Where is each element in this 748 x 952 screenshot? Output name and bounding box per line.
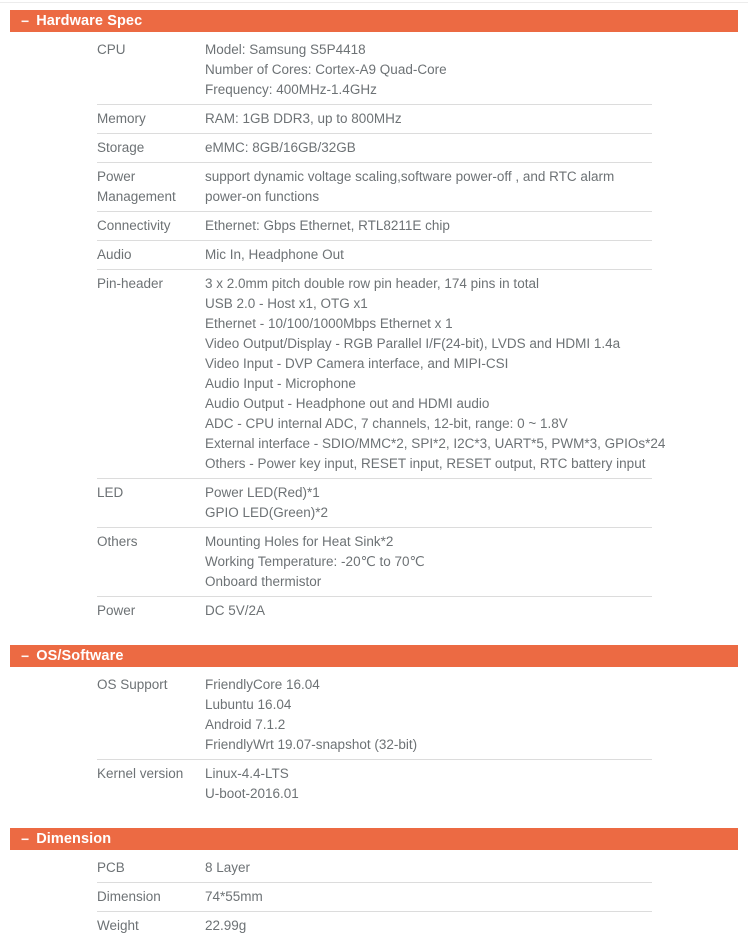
spec-value-line: FriendlyCore 16.04 [205,677,320,692]
spec-row-label: Power Management [97,169,176,204]
section-title-hardware-spec: Hardware Spec [36,13,143,29]
spec-row-label: Audio [97,247,132,262]
page-top-divider [0,2,748,3]
section-title-os-software: OS/Software [36,648,124,664]
section-hardware-spec [0,10,748,625]
spec-row [97,528,652,597]
section-header-hardware-spec[interactable] [10,10,738,32]
spec-value-line: Audio Output - Headphone out and HDMI audio [205,396,490,411]
spec-row [97,163,652,212]
spec-row-label: PCB [97,860,125,875]
spec-row-value [205,109,652,129]
spec-value-line: Lubuntu 16.04 [205,697,292,712]
spec-value-line: Frequency: 400MHz-1.4GHz [205,82,377,97]
spec-value-line: RAM: 1GB DDR3, up to 800MHz [205,111,402,126]
spec-value-line: Video Output/Display - RGB Parallel I/F(24-bit), LVDS and HDMI 1.4a [205,336,621,351]
spec-value-line: Video Input - DVP Camera interface, and MIPI-CSI [205,356,509,371]
spec-row [97,883,652,912]
spec-table-hardware [97,36,666,625]
spec-value-line: Working Temperature: -20℃ to 70℃ [205,554,425,569]
section-os-software [0,645,748,808]
spec-row-label: CPU [97,42,126,57]
spec-value-line: ADC - CPU internal ADC, 7 channels, 12-bit, range: 0 ~ 1.8V [205,416,568,431]
spec-row-label: Weight [97,918,139,933]
spec-value-line: Model: Samsung S5P4418 [205,42,366,57]
spec-row-value [205,216,652,236]
spec-value-line: Mic In, Headphone Out [205,247,344,262]
spec-row-value [205,40,652,100]
spec-row-label: Others [97,534,138,549]
collapse-minus-icon[interactable]: − [21,831,30,847]
spec-value-line: Onboard thermistor [205,574,322,589]
spec-row [97,671,652,760]
spec-row-label: Memory [97,111,146,126]
spec-row [97,134,652,163]
spec-row-value [205,916,652,936]
spec-row-label: LED [97,485,124,500]
spec-row-value [205,245,652,265]
spec-row [97,212,652,241]
section-dimension [0,828,748,940]
spec-row [97,854,652,883]
spec-row-label: Storage [97,140,145,155]
spec-value-line: Others - Power key input, RESET input, RESET output, RTC battery input [205,456,646,471]
spec-row-value [205,483,652,523]
spec-value-line: DC 5V/2A [205,603,266,618]
spec-row [97,597,652,625]
spec-row-label: Power [97,603,136,618]
collapse-minus-icon[interactable]: − [21,648,30,664]
spec-value-line: FriendlyWrt 19.07-snapshot (32-bit) [205,737,418,752]
spec-value-line: Ethernet - 10/100/1000Mbps Ethernet x 1 [205,316,453,331]
spec-row [97,241,652,270]
spec-value-line: eMMC: 8GB/16GB/32GB [205,140,356,155]
spec-row-value [205,532,652,592]
spec-row-label: Kernel version [97,766,184,781]
spec-value-line: Number of Cores: Cortex-A9 Quad-Core [205,62,447,77]
spec-row-value [205,167,652,207]
spec-row [97,270,666,479]
section-title-dimension: Dimension [36,831,112,847]
spec-value-line: External interface - SDIO/MMC*2, SPI*2, I2C*3, UART*5, PWM*3, GPIOs*24 [205,436,666,451]
spec-row-value [205,858,652,878]
spec-value-line: 8 Layer [205,860,251,875]
spec-row [97,36,652,105]
spec-value-line: 22.99g [205,918,247,933]
spec-value-line: Audio Input - Microphone [205,376,356,391]
spec-value-line: support dynamic voltage scaling,software power-off , and RTC alarm [205,169,615,184]
spec-value-line: USB 2.0 - Host x1, OTG x1 [205,296,368,311]
spec-row [97,479,652,528]
spec-value-line: power-on functions [205,189,320,204]
spec-value-line: 74*55mm [205,889,263,904]
spec-value-line: Mounting Holes for Heat Sink*2 [205,534,394,549]
spec-table-os-software [97,671,652,808]
spec-row-label: Connectivity [97,218,171,233]
collapse-minus-icon[interactable]: − [21,13,30,29]
spec-row-label: Dimension [97,889,161,904]
spec-value-line: Ethernet: Gbps Ethernet, RTL8211E chip [205,218,450,233]
spec-row [97,912,652,940]
spec-row-value [205,675,652,755]
spec-value-line: Linux-4.4-LTS [205,766,289,781]
spec-row-value [205,601,652,621]
spec-page [0,2,748,952]
spec-row-label: Pin-header [97,276,164,291]
spec-row [97,105,652,134]
spec-row-value [205,138,652,158]
spec-value-line: U-boot-2016.01 [205,786,299,801]
section-header-os-software[interactable] [10,645,738,667]
spec-value-line: Android 7.1.2 [205,717,286,732]
spec-value-line: GPIO LED(Green)*2 [205,505,329,520]
spec-row-value [205,887,652,907]
spec-row-value [205,274,666,474]
spec-row-label: OS Support [97,677,168,692]
spec-row [97,760,652,808]
spec-value-line: 3 x 2.0mm pitch double row pin header, 174 pins in total [205,276,539,291]
spec-value-line: Power LED(Red)*1 [205,485,320,500]
spec-table-dimension [97,854,652,940]
spec-row-value [205,764,652,804]
section-header-dimension[interactable] [10,828,738,850]
